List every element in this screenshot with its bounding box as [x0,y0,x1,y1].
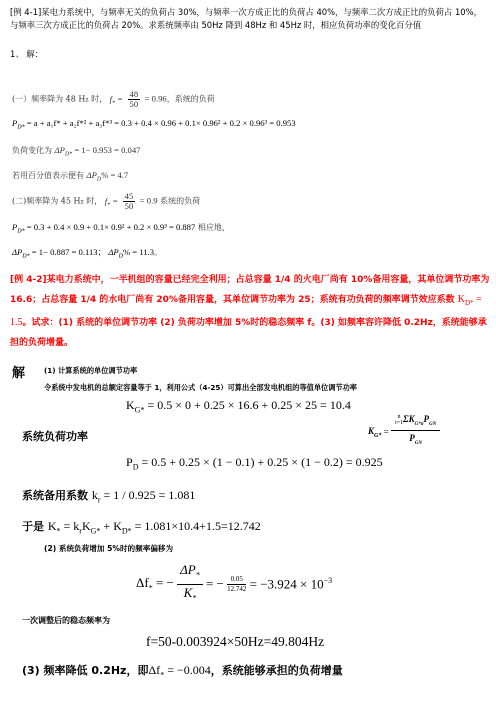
example-4-1-heading: [例 4-1]某电力系统中，与频率无关的负荷占 30%，与频率一次方成正比的负荷占 40%，与频率二次方成正比的负荷占 10%，与频率三次方成正比的负荷占 20%。求系统频率由 50Hz 降到 48Hz 和 45Hz 时，相应负荷功率的变化百分值 [10,7,482,30]
part2-line: (二)频率降为 45 Hz 时， $f_*$ = $\frac{45}{50}$ = 0.9 系统的负荷 [12,191,201,211]
part2-equation: $P_{D*} = 0.3 + 0.4 \times 0.9 + 0.1\times 0.9^2 + 0.2 \times 0.9^3 = 0.887$ 相应地， [12,222,230,235]
f-star: $f_*$ = [109,93,123,107]
change1-line: 负荷变化为 $\Delta P_{D*} = 1- 0.953 = 0.047$ [12,145,141,158]
example-4-2-statement: [例 4-2]某电力系统中，一半机组的容量已经完全利用；占总容量 1/4 的火电厂尚有 10%备用容量，其单位调节功率为 16.6；占总容量 1/4 的水电厂尚有 20%备用容量，其单位调节功率为 25；系统有功负荷的频率调节效应系数 $K_{D*} = 1.5$。试求：(1) 系统的单位调节功率 (2) 负荷功率增加 5%时的稳态频率 f。(3) 如频率容许降低 0.2Hz，系统能够承担的负荷增量。 [10,275,490,348]
load-power-label: 系统负荷功率 [22,430,88,443]
kg-formula: $K_{G*}$ = n i=1 $\Sigma K_{G*n}P_{GN}$ $P_{GN}$ [368,414,440,451]
step1-description: 令系统中发电机的总额定容量等于 1，利用公式（4-25）可算出全部发电机组的等值单位调节功率 [44,383,357,392]
step2-description: 一次调整后的稳态频率为 [22,616,110,625]
pd-equation: $P_D = 0.5 + 0.25 \times (1 - 0.1) + 0.25 \times (1 - 0.2) = 0.925$ [126,455,383,472]
part2-fraction: $\frac{45}{50}$ [124,191,134,211]
solution-jie: 解 [12,366,26,381]
step1-title: (1) 计算系统的单位调节功率 [44,366,138,375]
solution-label: 1、 解： [10,49,44,59]
f-result: f=50-0.003924×50Hz=49.804Hz [146,634,325,649]
step3-line: (3) 频率降低 0.2Hz，即$\Delta f_* = -0.004$，系统能够承担的负荷增量 [22,663,343,680]
part1-fraction: $\frac{48}{50}$ [129,89,139,109]
pct1-line: 若用百分值表示便有 $\Delta P_D\% = 4.7$ [12,170,129,183]
kg-equation: $K_{G*} = 0.5 \times 0 + 0.25 \times 16.6 + 0.25 \times 25 = 10.4$ [126,398,351,415]
part1-line: (一）频率降为 48 Hz 时， $f_*$ = $\frac{48}{50}$ = 0.96，系统的负荷 [12,89,215,109]
reserve-line: 系统备用系数 $k_r = 1 / 0.925 = 1.081$ [22,488,196,505]
part1-equation: $P_{D*} = a + a_1f* + a_2f*^2 + a_3f*^3 = 0.3 + 0.4 \times 0.96 + 0.1\times 0.96^2 + 0.2 \times 0.96^3 = 0.953$ [12,118,296,131]
k-star-line: 于是 $K_* = k_rK_{G*} + K_{D*} = 1.081\times 10.4+1.5=12.742$ [22,519,261,536]
step2-title: (2) 系统负荷增加 5%时的频率偏移为 [44,544,174,553]
df-equation: $\Delta f_*$ = − $\frac{\Delta P_*}{K_*}$ = − $\frac{0.05}{12.742}$ = $-3.924 \times 10^{-3}$ [136,562,333,603]
part2-change-line: $\Delta P_{D*} = 1- 0.887 = 0.113$； $\Delta P_D\% = 11.3$。 [12,247,162,260]
